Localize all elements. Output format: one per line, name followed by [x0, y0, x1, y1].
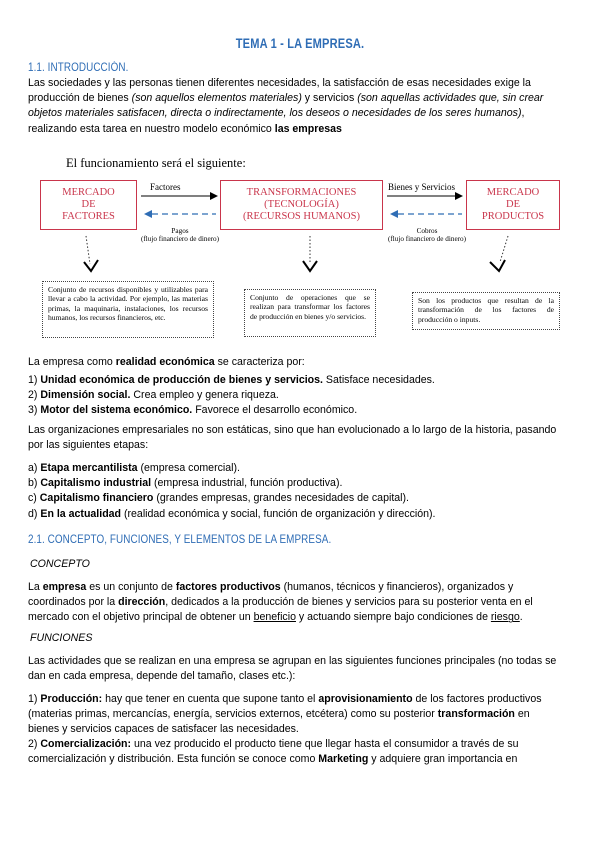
box-mercado-productos: MERCADO DE PRODUCTOS [466, 180, 560, 230]
desc-transformaciones: Conjunto de operaciones que se realizan para transformar los factores de producción en bienes y/o servicios. [244, 289, 376, 337]
diagram-heading: El funcionamiento será el siguiente: [66, 156, 246, 170]
subheading-funciones: FUNCIONES [30, 632, 93, 644]
concepto-paragraph: La empresa es un conjunto de factores productivos (humanos, técnicos y financieros), organizados y coordinados por la dirección, dedicados a la producción de bienes y servicios para su posterior venta en el mercado con el objetivo principal de obtener un beneficio y actuando siempre bajo condiciones de riesgo. [28, 581, 533, 624]
label-cobros: Cobros (flujo financiero de dinero) [387, 227, 467, 243]
page-title: TEMA 1 - LA EMPRESA. [235, 36, 365, 51]
list-item: 3) Motor del sistema económico. Favorece el desarrollo económico. [28, 404, 358, 417]
funcion-comercializacion: 2) Comercialización: una vez producido el producto tiene que llegar hasta el consumidor a través de su comercialización y distribución. Esta función se conoce como Marketing y adquiere gran importancia en [28, 738, 519, 766]
intro-paragraph: Las sociedades y las personas tienen diferentes necesidades, la satisfacción de esas necesidades exige la producción de bienes (son aquellos elementos materiales) y servicios (son aquellas actividades que, sin crear objetos materiales satisfacen, directa o indirectamente, los deseos o necesidades de los seres humanos), realizando esta tarea en nuestro modelo económico las empresas [28, 77, 544, 135]
label-bienes-servicios: Bienes y Servicios [388, 182, 455, 192]
box-mercado-factores: MERCADO DE FACTORES [40, 180, 137, 230]
diagram-arrows [0, 0, 600, 300]
evolucion-intro: Las organizaciones empresariales no son estáticas, sino que han evolucionado a lo largo de la historia, pasando por las siguientes etapas: [28, 424, 557, 452]
funciones-intro: Las actividades que se realizan en una empresa se agrupan en las siguientes funciones principales (no todas se dan en cada empresa, depende del tamaño, clases etc.): [28, 655, 557, 683]
realidad-list [28, 373, 558, 419]
list-item: b) Capitalismo industrial (empresa industrial, función productiva). [28, 477, 343, 490]
label-pagos: Pagos (flujo financiero de dinero) [140, 227, 220, 243]
section-heading-introduccion: 1.1. INTRODUCCIÓN. [28, 62, 129, 74]
list-item: 2) Dimensión social. Crea empleo y genera riqueza. [28, 389, 279, 402]
list-item: 1) Unidad económica de producción de bienes y servicios. Satisface necesidades. [28, 374, 435, 386]
list-item: a) Etapa mercantilista (empresa comercial). [28, 462, 240, 474]
list-item: d) En la actualidad (realidad económica y social, función de organización y dirección). [28, 507, 436, 520]
section-heading-concepto: 2.1. CONCEPTO, FUNCIONES, Y ELEMENTOS DE LA EMPRESA. [28, 534, 332, 546]
desc-mercado-productos: Son los productos que resultan de la transformación de los factores de producción o inputs. [412, 292, 560, 330]
label-factores: Factores [150, 182, 181, 192]
desc-mercado-factores: Conjunto de recursos disponibles y utilizables para llevar a cabo la actividad. Por ejemplo, las materias primas, la maquinaria, instalaciones, los recursos humanos, los recursos financieros, etc. [42, 281, 214, 338]
box-transformaciones: TRANSFORMACIONES (TECNOLOGÍA) (RECURSOS HUMANOS) [220, 180, 383, 230]
evolucion-list [28, 461, 558, 522]
list-item: c) Capitalismo financiero (grandes empresas, grandes necesidades de capital). [28, 492, 409, 505]
funcion-produccion: 1) Producción: hay que tener en cuenta que supone tanto el aprovisionamiento de los factores productivos (materias primas, mercancías, energía, servicios externos, etcétera) como su posterior transformación en bienes y servicios capaces de satisfacer las necesidades. [28, 693, 542, 736]
subheading-concepto: CONCEPTO [30, 558, 90, 570]
realidad-intro: La empresa como realidad económica se caracteriza por: [28, 356, 305, 368]
